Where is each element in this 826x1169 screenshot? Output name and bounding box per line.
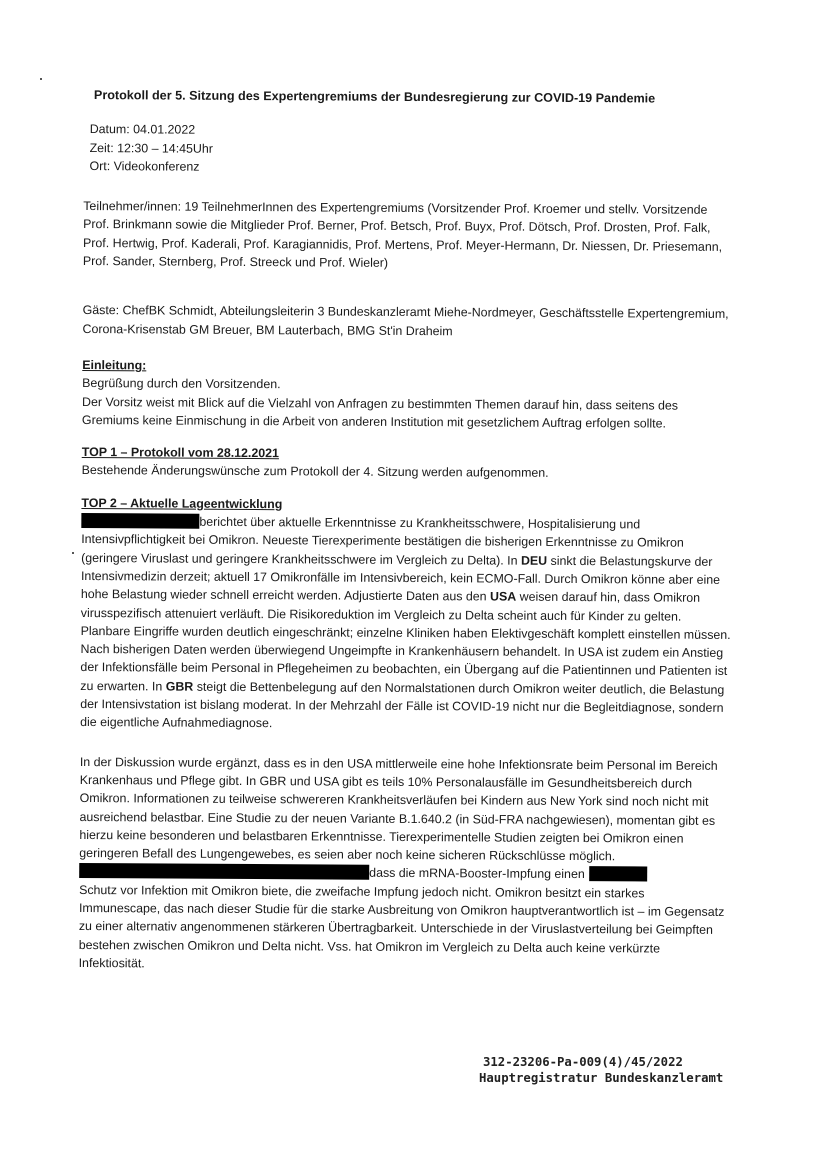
redaction-block (589, 866, 647, 881)
top2-p1-part-d: steigt die Bettenbelegung auf den Normalstationen durch Omikron weiter deutlich, die Belastung der Intensivstation ist bislang moderat. In der Mehrzahl der Fälle ist COVID-19 nicht nur die Begleitdiagnose, sondern die eigentliche Aufnahmediagnose. (80, 679, 725, 731)
section-top1 (82, 443, 732, 484)
redaction-block (79, 863, 369, 880)
registry-office: Hauptregistratur Bundeskanzleramt (479, 1071, 724, 1085)
guests-list: Gäste: ChefBK Schmidt, Abteilungsleiterin 3 Bundeskanzleramt Miehe-Nordmeyer, Geschäftsstelle Expertengremium, Corona-Krisenstab GM Breuer, BM Lauterbach, BMG St'in Draheim (82, 303, 729, 338)
participants-list: Teilnehmer/innen: 19 TeilnehmerInnen des Expertengremiums (Vorsitzender Prof. Kroemer und stellv. Vorsitzende Prof. Brinkmann sowie die Mitglieder Prof. Berner, Prof. Betsch, Prof. Buyx, Prof. Dötsch, Prof. Drosten, Prof. Falk, Prof. Hertwig, Prof. Kaderali, Prof. Karagiannidis, Prof. Mertens, Prof. Meyer-Hermann, Dr. Niessen, Dr. Priesemann, Prof. Sander, Sternberg, Prof. Streeck und Prof. Wieler) (82, 199, 723, 270)
top2-paragraph-2: In der Diskussion wurde ergänzt, dass es in den USA mittlerweile eine hohe Infektionsrate beim Personal im Bereich Krankenhaus und Pflege gibt. In GBR und USA gibt es teils 10% Personalausfälle im Gesundheitsbereich durch Omikron. Informationen zu teilweise schwereren Krankheitsverläufen bei Kindern aus New York sind noch nicht mit ausreichend belastbar. Eine Studie zu der neuen Variante B.1.640.2 (in Süd-FRA nachgewiesen), momentan gibt es hierzu keine besonderen und belastbaren Erkenntnisse. Tierexperimentelle Studien zeigten bei Omikron einen geringeren Befall des Lungengewebes, es seien aber noch keine sicheren Rückschlüsse möglich. (79, 754, 718, 864)
scan-speck (40, 78, 42, 80)
meeting-date: Datum: 04.01.2022 (89, 122, 196, 137)
meeting-meta (83, 120, 733, 179)
top2-p1-part-a: berichtet über aktuelle Erkenntnisse zu Krankheitsschwere, Hospitalisierung und Intensivpflichtigkeit bei Omikron. Neueste Tierexperimente bestätigen die bisherigen Erkenntnisse zu Omikron (geringere Viruslast und geringere Krankheitsschwere im Vergleich zu Delta). In (81, 514, 684, 568)
redaction-block (81, 513, 199, 529)
top2-paragraph-1 (80, 512, 731, 736)
top2-p1-part-c: weisen darauf hin, dass Omikron virusspezifisch attenuiert verläuft. Die Risikoreduktion im Vergleich zu Delta scheint auch für Kinder zu gelten. Planbare Eingriffe wurden deutlich eingeschränkt; einzelne Kliniken haben Elektivgeschäft komplett einstellen müssen. Nach bisherigen Daten werden überwiegend Ungeimpfte in Krankenhäusern behandelt. In USA ist zudem ein Anstieg der Infektionsfälle beim Personal in Pflegeheimen zu beobachten, ein Übergang auf die Patientinnen und Patienten ist zu erwarten. In (80, 589, 731, 694)
registry-number: 312-23206-Pa-009(4)/45/2022 (483, 1055, 683, 1069)
top2-paragraph-3 (79, 862, 730, 976)
top2-heading: TOP 2 – Aktuelle Lageentwicklung (81, 495, 283, 511)
section-einleitung (82, 356, 732, 433)
top2-p3-part-a: dass die mRNA-Booster-Impfung einen (369, 866, 585, 882)
top2-p3-part-b: Schutz vor Infektion mit Omikron biete, die zweifache Impfung jedoch nicht. Omikron besitzt ein starkes Immunescape, das nach dieser Studie für die starke Ausbreitung von Omikron hauptverantwortlich ist – im Gegensatz zu einer alternativ angenommenen stärkeren Übertragbarkeit. Unterschiede in der Viruslastverteilung bei Geimpften bestehen zwischen Omikron und Delta nicht. Vss. hat Omikron im Vergleich zu Delta auch keine verkürzte Infektiosität. (78, 882, 725, 971)
meeting-location: Ort: Videokonferenz (89, 158, 200, 174)
document-title: Protokoll der 5. Sitzung des Expertengremiums der Bundesregierung zur COVID-19 Pandemie (93, 88, 656, 106)
top1-text: Bestehende Änderungswünsche zum Protokoll der 4. Sitzung werden aufgenommen. (81, 463, 549, 481)
country-usa: USA (489, 589, 517, 604)
protocol-page (79, 86, 734, 990)
meeting-time: Zeit: 12:30 – 14:45Uhr (89, 140, 213, 156)
einleitung-greeting: Begrüßung durch den Vorsitzenden. (82, 376, 281, 392)
einleitung-heading: Einleitung: (82, 357, 147, 373)
section-top2 (79, 494, 732, 976)
einleitung-text: Der Vorsitz weist mit Blick auf die Vielzahl von Anfragen zu bestimmten Themen darauf hin, dass seitens des Gremiums keine Einmischung in die Arbeit von anderen Institution mit gesetzlichem Auftrag erfolgen sollte. (81, 394, 679, 431)
country-gbr: GBR (165, 679, 194, 694)
scan-speck (72, 552, 74, 554)
top2-p1-part-b: sinkt die Belastungskurve der Intensivmedizin derzeit; aktuell 17 Omikronfälle im Intensivbereich, kein ECMO-Fall. Durch Omikron könne aber eine hohe Belastung wieder schnell erreicht werden. Adjustierte Daten aus den (80, 553, 721, 604)
country-deu: DEU (520, 553, 548, 568)
registry-stamp (479, 1054, 724, 1086)
top1-heading: TOP 1 – Protokoll vom 28.12.2021 (81, 445, 280, 461)
